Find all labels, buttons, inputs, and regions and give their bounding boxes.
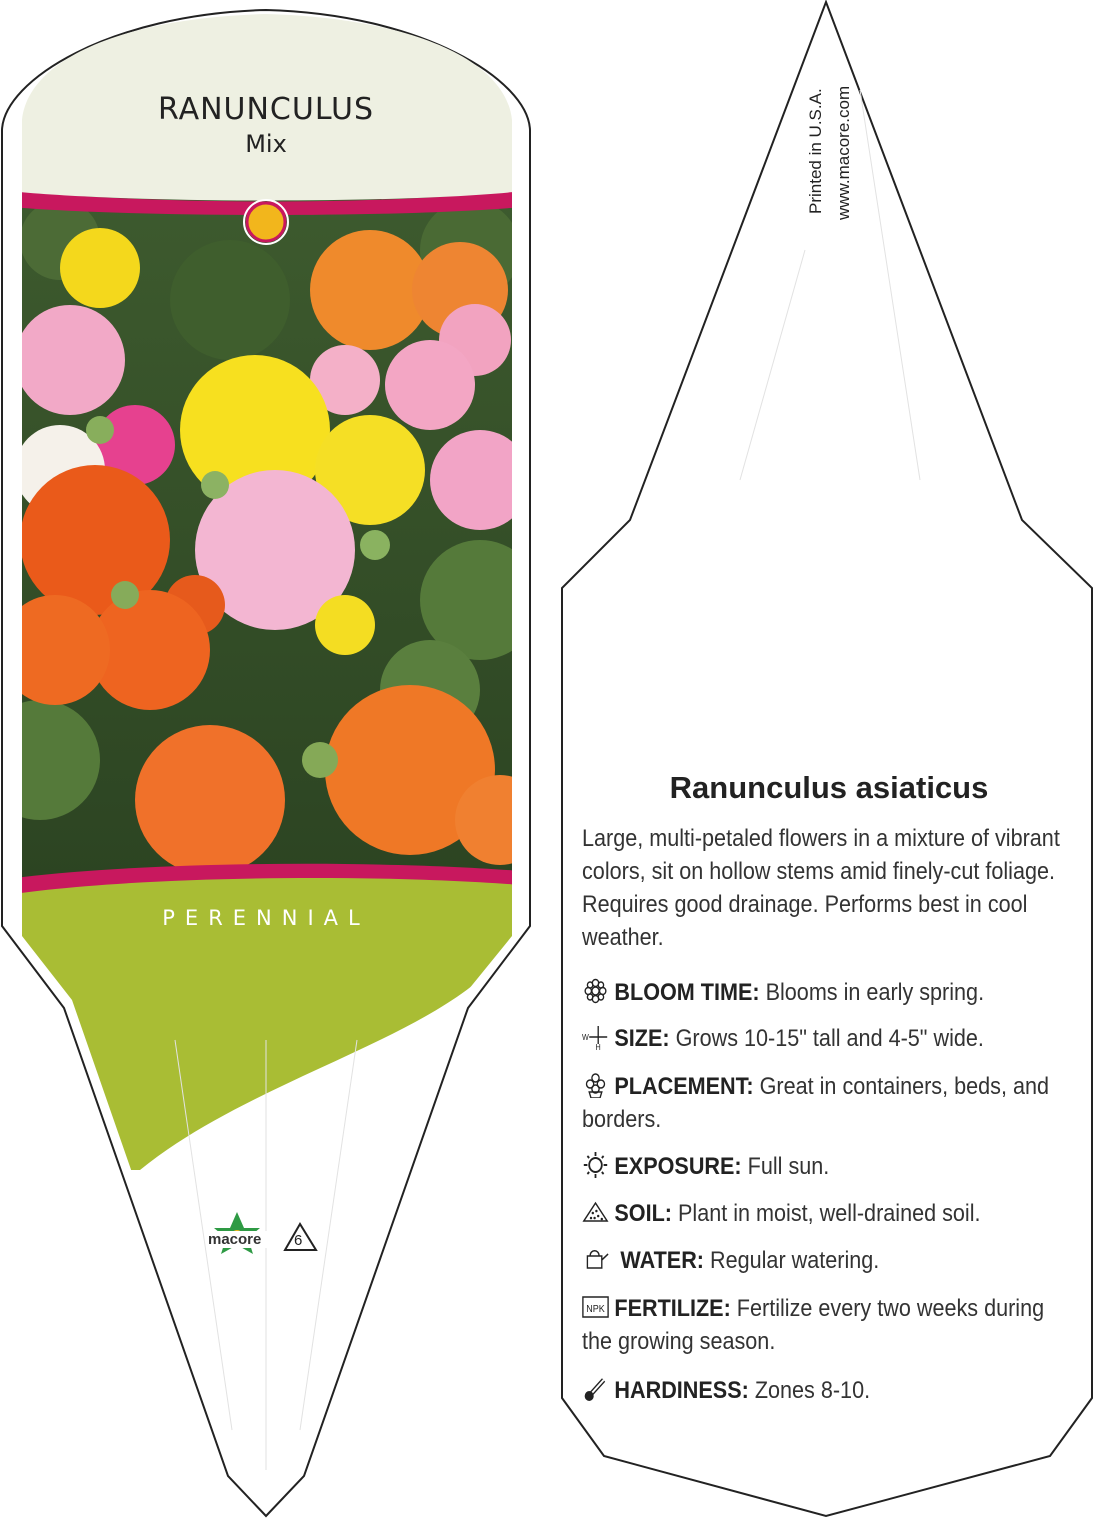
hardiness-value: Zones 8-10. [754, 1377, 871, 1404]
website: www.macore.com [834, 85, 853, 220]
size-icon [582, 1024, 609, 1050]
back-tag-outline [562, 2, 1092, 1516]
fertilize-row [582, 1292, 1068, 1358]
soil-label: SOIL: [614, 1200, 672, 1227]
svg-text:W: W [582, 1032, 589, 1043]
description: Large, multi-petaled flowers in a mixture of vibrant colors, sit on hollow stems amid finely-cut foliage. Requires good drainage. Performs best in cool weather. [582, 825, 1060, 951]
size-value: Grows 10-15" tall and 4-5" wide. [675, 1025, 984, 1052]
bloom-time-label: BLOOM TIME: [614, 979, 760, 1006]
size-label: SIZE: [614, 1025, 670, 1052]
latin-name: Ranunculus asiaticus [669, 770, 989, 805]
brand-name: macore [208, 1231, 262, 1248]
placement-value: Great in containers, beds, and borders. [582, 1073, 1049, 1133]
sun-icon [582, 1152, 609, 1178]
soil-icon [582, 1199, 609, 1225]
placement-icon [582, 1072, 609, 1098]
water-row [582, 1244, 1068, 1277]
bloom-time-row [582, 976, 1068, 1009]
soil-value: Plant in moist, well-drained soil. [678, 1200, 981, 1227]
placement-row [582, 1070, 1068, 1136]
plant-subtitle: Mix [245, 130, 287, 158]
fertilize-value: Fertilize every two weeks during the growing season. [582, 1295, 1045, 1355]
fertilize-label: FERTILIZE: [614, 1295, 731, 1322]
printed-in: Printed in U.S.A. [806, 88, 825, 214]
hardiness-row [582, 1374, 1068, 1407]
thermometer-icon [582, 1376, 609, 1402]
exposure-row [582, 1150, 1068, 1183]
bloom-time-value: Blooms in early spring. [765, 979, 985, 1006]
recycle-code: 6 [294, 1232, 303, 1249]
svg-text:NPK: NPK [586, 1303, 605, 1316]
watering-can-icon [582, 1246, 609, 1272]
plant-title: RANUNCULUS [157, 92, 375, 127]
exposure-value: Full sun. [747, 1153, 830, 1180]
npk-icon [582, 1294, 609, 1320]
water-label: WATER: [620, 1247, 704, 1274]
flower-icon [582, 978, 609, 1004]
water-value: Regular watering. [709, 1247, 880, 1274]
exposure-label: EXPOSURE: [614, 1153, 742, 1180]
placement-label: PLACEMENT: [614, 1073, 754, 1100]
size-row [582, 1022, 1068, 1055]
svg-text:H: H [595, 1042, 601, 1050]
color-dot [247, 203, 285, 241]
hardiness-label: HARDINESS: [614, 1377, 749, 1404]
soil-row [582, 1197, 1068, 1230]
ranunculus-photo [0, 196, 545, 886]
category-label: PERENNIAL [162, 906, 370, 930]
